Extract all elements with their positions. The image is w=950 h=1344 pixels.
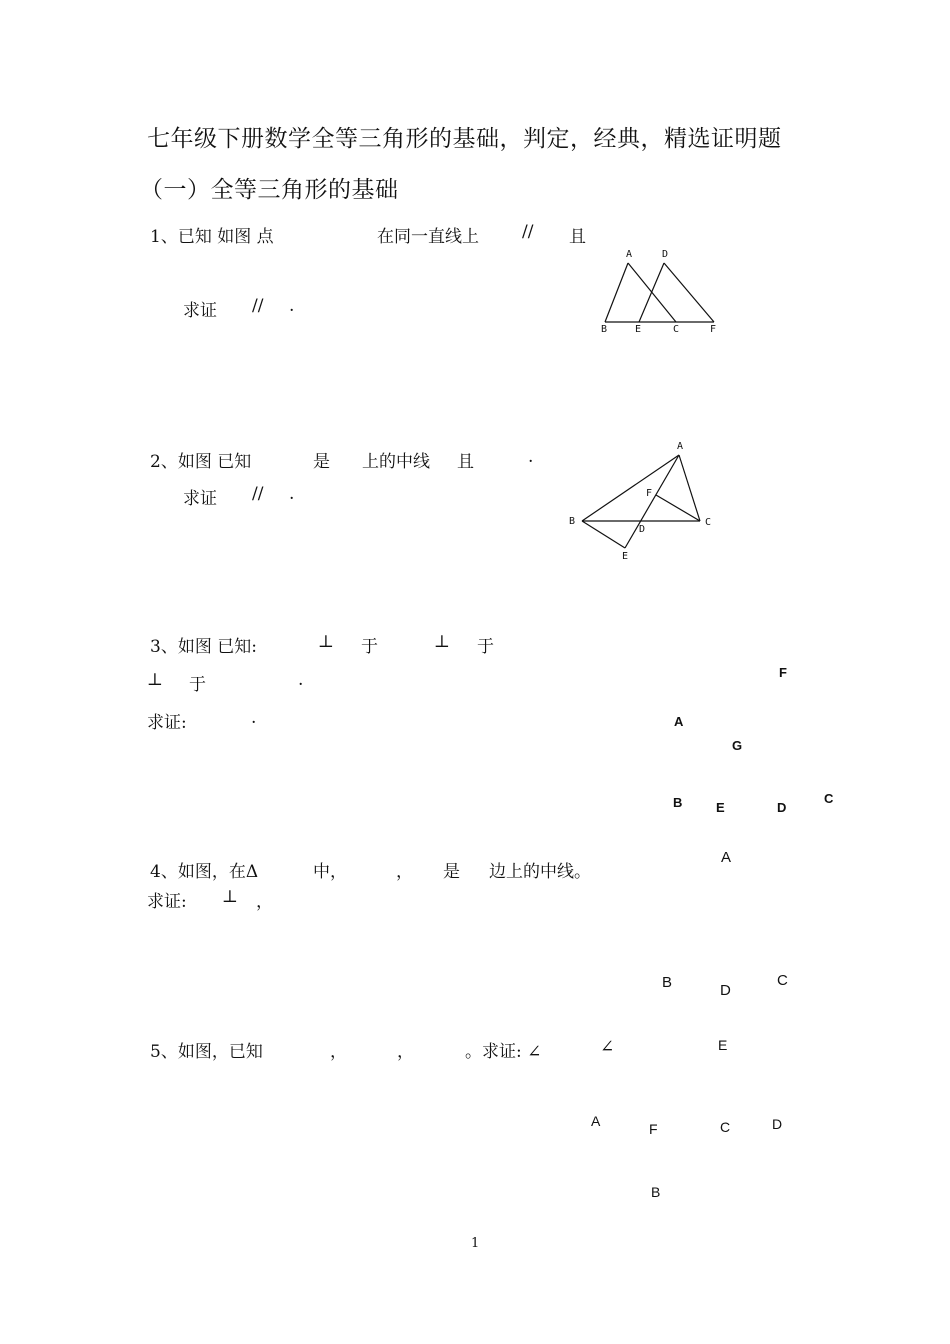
q2-label-a: A [677, 441, 684, 452]
q5-prove-label: 。求证: ∠ [465, 1042, 542, 1062]
q2-median: 上的中线 [362, 452, 430, 472]
q3-perp2: ⊥ [434, 632, 450, 652]
q2-is: 是 [313, 452, 330, 472]
q5-comma1: ， [330, 1042, 347, 1062]
q1-and: 且 [569, 227, 586, 247]
q3-label-d: D [777, 800, 787, 815]
q4-perp: ⊥ [222, 887, 238, 907]
q1-label-b: B [601, 324, 608, 335]
q3-label-f: F [779, 665, 787, 680]
q2-prove-parallel: // [252, 484, 264, 504]
q1-prove-parallel: // [252, 296, 264, 316]
page-number: 1 [471, 1236, 480, 1251]
q3-perp3: ⊥ [147, 670, 163, 690]
q2-label-e: E [622, 551, 629, 562]
q3-dot1: . [298, 670, 304, 690]
q5-comma2: ， [397, 1042, 414, 1062]
q2-label-c: C [705, 517, 712, 528]
q3-prove-dot: . [251, 708, 257, 728]
q5-label-b: B [651, 1184, 661, 1200]
q4-comma: ， [396, 862, 413, 882]
q3-label-a: A [674, 714, 684, 729]
q5-label-a: A [591, 1113, 601, 1129]
q1-label-c: C [673, 324, 680, 335]
q2-label-d: D [639, 524, 646, 535]
q3-label-e: E [716, 800, 725, 815]
q5-label-f: F [649, 1121, 658, 1137]
q4-label-a: A [721, 849, 732, 866]
q3-prove-label: 求证: [147, 713, 187, 733]
q5-label-c: C [720, 1119, 731, 1135]
q4-prove-label: 求证: [147, 892, 187, 912]
q5-label-e: E [718, 1037, 728, 1053]
q2-line1: 2、如图 已知 [150, 452, 252, 472]
q2-line-ae [625, 455, 679, 548]
q4-median: 边上的中线。 [489, 862, 591, 882]
q4-is: 是 [443, 862, 460, 882]
q1-label-d: D [662, 249, 669, 260]
q2-prove-dot: . [289, 484, 295, 504]
q2-label-b: B [569, 516, 576, 527]
q5-angle2: ∠ [600, 1037, 615, 1057]
q1-label-f: F [710, 324, 717, 335]
q5-line1: 5、如图，已知 [150, 1042, 263, 1062]
q4-mid: 中， [313, 862, 347, 882]
q1-prove-dot: . [289, 296, 295, 316]
q3-line1: 3、如图 已知: [150, 637, 257, 657]
q5-label-d: D [772, 1116, 783, 1132]
page-title: 七年级下册数学全等三角形的基础，判定，经典，精选证明题 [147, 126, 782, 152]
q3-at3: 于 [189, 675, 206, 695]
q3-at2: 于 [477, 637, 494, 657]
q1-line1: 1、已知 如图 点 [150, 227, 274, 247]
q3-label-c: C [824, 791, 834, 806]
q4-label-d: D [720, 982, 731, 999]
q4-label-c: C [777, 972, 788, 989]
q3-label-g: G [732, 738, 743, 753]
q2-label-f: F [646, 488, 653, 499]
section-heading: （一）全等三角形的基础 [140, 177, 399, 203]
q3-perp1: ⊥ [318, 632, 334, 652]
q2-dot1: . [528, 447, 534, 467]
q1-label-e: E [635, 324, 642, 335]
q2-line-ba [582, 455, 679, 521]
q3-label-b: B [673, 795, 683, 810]
q2-prove-label: 求证 [183, 489, 217, 509]
q2-line-be [582, 521, 625, 548]
q4-label-b: B [662, 974, 673, 991]
q1-parallel: // [522, 222, 534, 242]
q4-comma2: ， [256, 892, 273, 912]
q2-and: 且 [457, 452, 474, 472]
q1-prove-label: 求证 [183, 301, 217, 321]
q1-label-a: A [626, 249, 633, 260]
q4-line1: 4、如图，在Δ [150, 862, 259, 882]
q3-at1: 于 [361, 637, 378, 657]
q1-line1b: 在同一直线上 [377, 227, 479, 247]
